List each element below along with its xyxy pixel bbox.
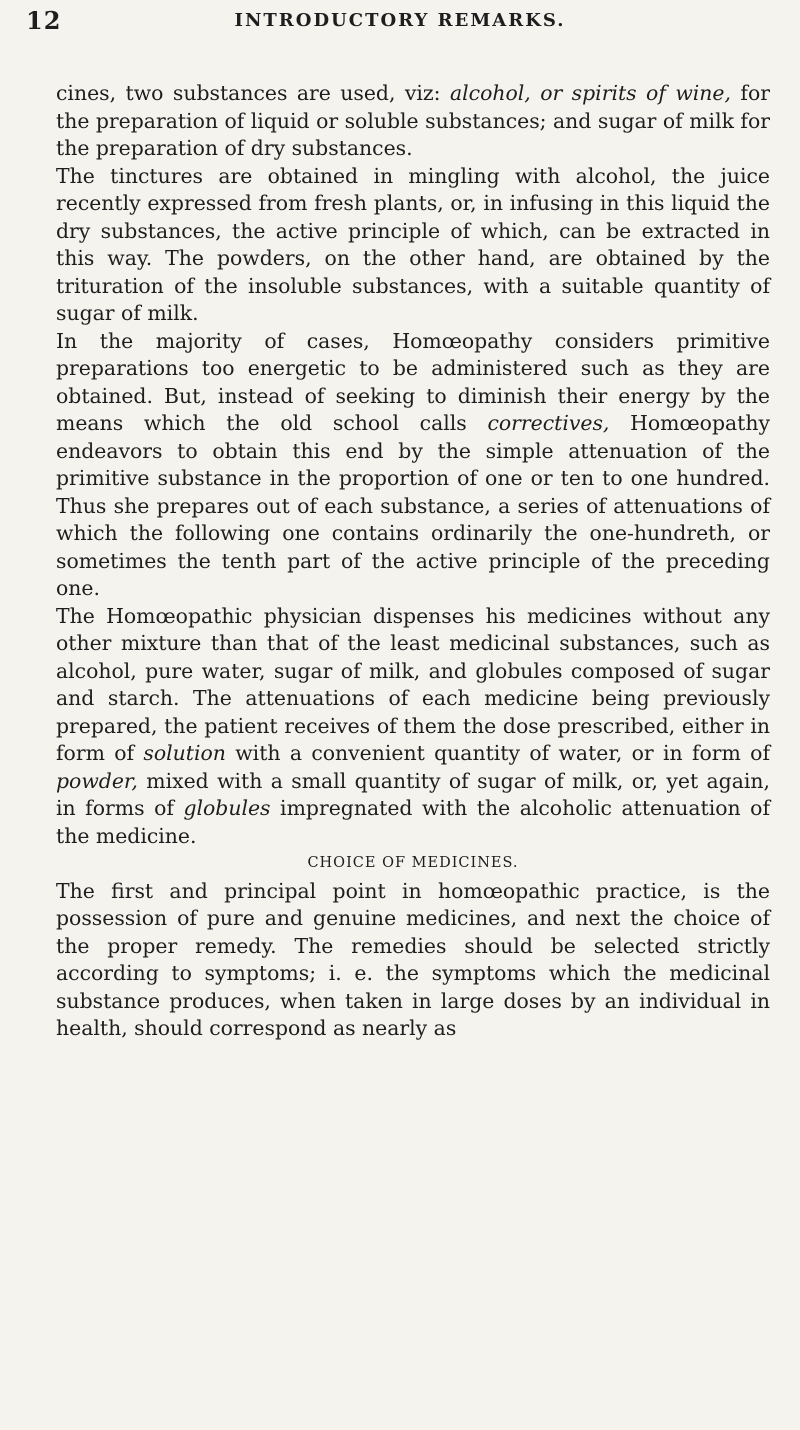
paragraph-1: [56, 80, 770, 163]
italic-span: correctives,: [487, 411, 610, 435]
text-span: The tinctures are obtained in mingling with alcohol, the juice recently expressed from fresh plants, or, in infusing in this liquid the dry substances, the active principle of which, can be extracted in this way. The powders, on the other hand, are obtained by the trituration of the insoluble substances, with a suitable quantity of sugar of milk.: [56, 163, 770, 325]
italic-span: globules: [183, 796, 271, 820]
text-span: with a convenient quantity of water, or in form of: [225, 741, 770, 765]
text-span: The first and principal point in homœopathic practice, is the possession of pure and genuine medicines, and next the choice of the proper remedy. The remedies should be selected strictly according to symptoms; i. e. the symptoms which the medicinal substance produces, when taken in large doses by an individual in health, should correspond as nearly as: [56, 878, 770, 1040]
text-span: Homœopathy endeavors to obtain this end by the simple attenuation of the primitive substance in the proportion of one or ten to one hundred. Thus she prepares out of each substance, a series of attenuations of which the following one contains ordinarily the one-hundreth, or sometimes the tenth part of the active principle of the preceding one.: [56, 411, 770, 600]
paragraph-3: [56, 328, 770, 603]
paragraph-4: [56, 603, 770, 851]
body-text: [56, 80, 770, 1043]
italic-span: solution: [143, 741, 226, 765]
italic-span: alcohol, or spirits of wine,: [449, 81, 731, 105]
text-span: In the majority of cases, Homœopathy considers primitive preparations too energetic to be administered such as they are obtained. But, instead of seeking to diminish their energy by the means which the old school calls: [56, 328, 770, 435]
italic-span: powder,: [56, 768, 138, 793]
section-heading: CHOICE OF MEDICINES.: [307, 855, 519, 871]
text-span: mixed with a small quantity of sugar of milk, or, yet again, in forms of: [56, 768, 770, 820]
text-span: cines, two substances are used, viz:: [56, 81, 450, 105]
paragraph-2: [56, 163, 770, 328]
text-span: impregnated with the alcoholic attenuation of the medicine.: [56, 796, 770, 848]
section-paragraph: [56, 878, 770, 1043]
running-title: INTRODUCTORY REMARKS.: [234, 10, 566, 31]
text-span: The Homœopathic physician dispenses his medicines without any other mixture than that of the least medicinal substances, such as alcohol, pure water, sugar of milk, and globules composed of sugar and starch. The attenuations of each medicine being previously prepared, the patient receives of them the dose prescribed, either in form of: [56, 603, 770, 765]
running-header: [26, 6, 774, 36]
text-span: for the preparation of liquid or soluble substances; and sugar of milk for the preparation of dry substances.: [56, 81, 770, 160]
page-number: 12: [26, 6, 62, 35]
